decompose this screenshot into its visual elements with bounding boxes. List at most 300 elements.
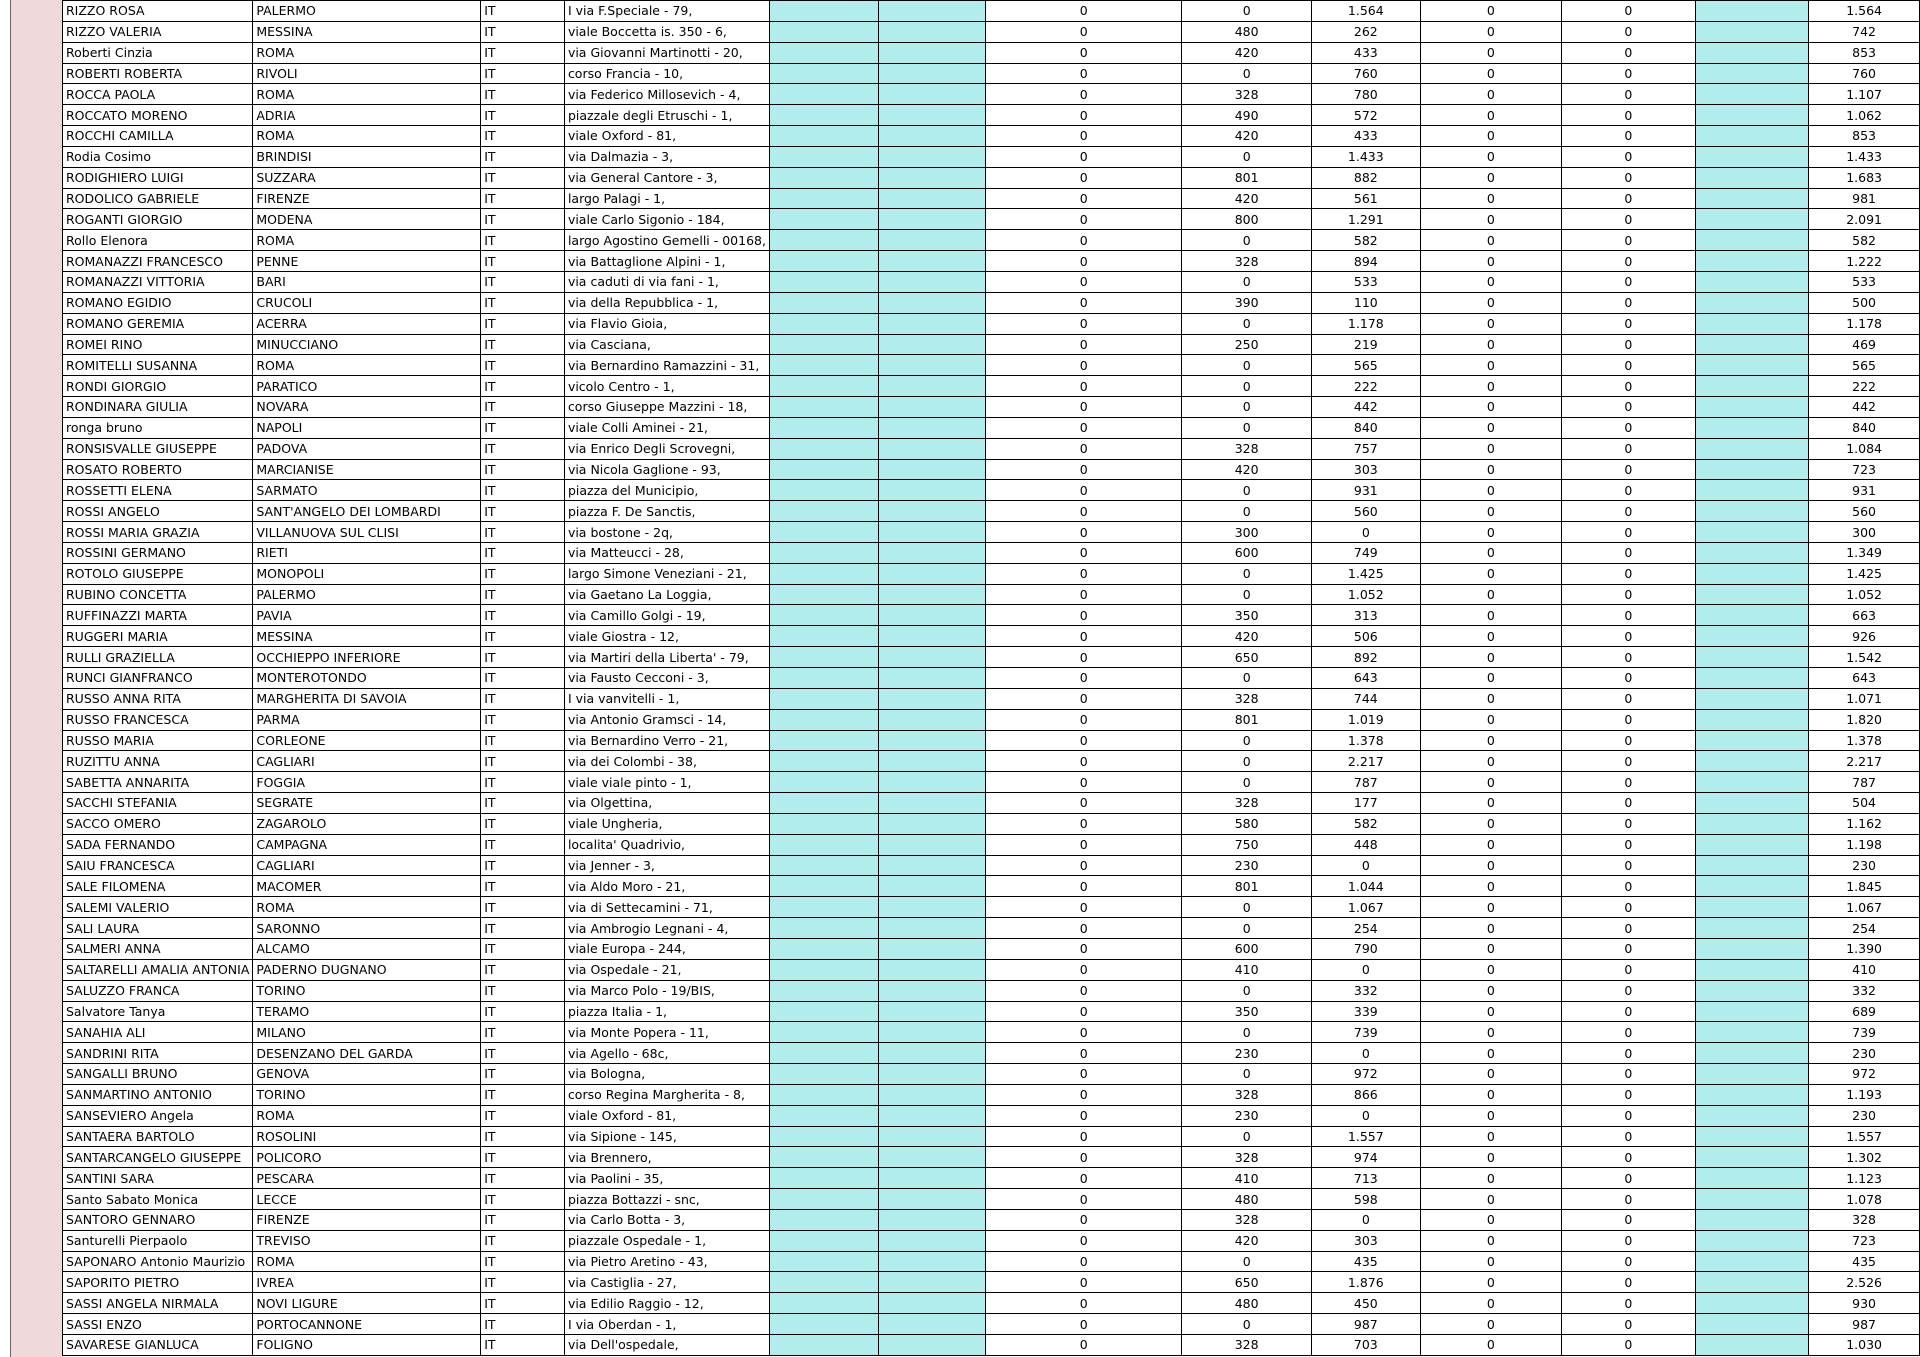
highlight-cell [878, 1147, 986, 1168]
cell-value-a: 0 [986, 1001, 1182, 1022]
cell-address: viale Europa - 244, [564, 938, 769, 959]
cell-total: 1.084 [1809, 438, 1920, 459]
highlight-cell [769, 855, 878, 876]
highlight-cell [878, 668, 986, 689]
cell-value-a: 0 [986, 730, 1182, 751]
cell-value-a: 0 [986, 1293, 1182, 1314]
cell-value-d: 0 [1420, 84, 1561, 105]
highlight-cell [878, 1126, 986, 1147]
cell-value-c: 1.067 [1311, 897, 1420, 918]
cell-value-c: 894 [1311, 251, 1420, 272]
highlight-cell [878, 563, 986, 584]
highlight-cell [878, 397, 986, 418]
table-row [63, 480, 1920, 501]
cell-city: DESENZANO DEL GARDA [253, 1043, 481, 1064]
highlight-cell [1695, 501, 1809, 522]
cell-country: IT [481, 605, 565, 626]
table-row [63, 542, 1920, 563]
cell-name: SACCO OMERO [63, 813, 253, 834]
cell-address: via Bologna, [564, 1064, 769, 1085]
cell-city: PARMA [253, 709, 481, 730]
cell-value-a: 0 [986, 647, 1182, 668]
table-row [63, 730, 1920, 751]
cell-country: IT [481, 834, 565, 855]
cell-address: via Gaetano La Loggia, [564, 584, 769, 605]
cell-city: MONOPOLI [253, 563, 481, 584]
cell-city: SUZZARA [253, 167, 481, 188]
cell-country: IT [481, 1335, 565, 1356]
highlight-cell [878, 1230, 986, 1251]
cell-city: TREVISO [253, 1230, 481, 1251]
cell-total: 1.162 [1809, 813, 1920, 834]
cell-total: 840 [1809, 417, 1920, 438]
cell-value-a: 0 [986, 501, 1182, 522]
cell-country: IT [481, 146, 565, 167]
cell-name: ROMANAZZI FRANCESCO [63, 251, 253, 272]
table-row [63, 501, 1920, 522]
cell-value-b: 0 [1182, 313, 1312, 334]
highlight-cell [769, 271, 878, 292]
cell-value-c: 1.052 [1311, 584, 1420, 605]
cell-value-a: 0 [986, 126, 1182, 147]
cell-name: SADA FERNANDO [63, 834, 253, 855]
highlight-cell [1695, 167, 1809, 188]
table-row [63, 1084, 1920, 1105]
table-row [63, 167, 1920, 188]
highlight-cell [1695, 626, 1809, 647]
cell-value-b: 580 [1182, 813, 1312, 834]
cell-value-b: 230 [1182, 1105, 1312, 1126]
cell-name: SANAHIA ALI [63, 1022, 253, 1043]
cell-value-e: 0 [1562, 584, 1696, 605]
highlight-cell [769, 63, 878, 84]
cell-country: IT [481, 313, 565, 334]
cell-city: ROMA [253, 1251, 481, 1272]
cell-value-b: 0 [1182, 355, 1312, 376]
highlight-cell [878, 959, 986, 980]
cell-total: 328 [1809, 1209, 1920, 1230]
highlight-cell [1695, 334, 1809, 355]
cell-value-c: 0 [1311, 1105, 1420, 1126]
cell-value-d: 0 [1420, 813, 1561, 834]
cell-value-a: 0 [986, 938, 1182, 959]
table-body [63, 1, 1920, 1356]
highlight-cell [769, 1064, 878, 1085]
cell-city: SEGRATE [253, 793, 481, 814]
cell-total: 582 [1809, 230, 1920, 251]
highlight-cell [1695, 146, 1809, 167]
cell-total: 230 [1809, 1105, 1920, 1126]
cell-city: CAGLIARI [253, 855, 481, 876]
cell-value-d: 0 [1420, 209, 1561, 230]
cell-country: IT [481, 938, 565, 959]
cell-address: via Carlo Botta - 3, [564, 1209, 769, 1230]
cell-value-e: 0 [1562, 334, 1696, 355]
highlight-cell [878, 897, 986, 918]
cell-city: CORLEONE [253, 730, 481, 751]
cell-value-a: 0 [986, 1084, 1182, 1105]
cell-city: FIRENZE [253, 1209, 481, 1230]
highlight-cell [769, 542, 878, 563]
cell-city: TORINO [253, 1084, 481, 1105]
highlight-cell [1695, 1230, 1809, 1251]
highlight-cell [769, 959, 878, 980]
cell-total: 1.030 [1809, 1335, 1920, 1356]
cell-country: IT [481, 1251, 565, 1272]
cell-total: 1.123 [1809, 1168, 1920, 1189]
cell-country: IT [481, 1230, 565, 1251]
highlight-cell [878, 42, 986, 63]
cell-value-a: 0 [986, 855, 1182, 876]
cell-total: 643 [1809, 668, 1920, 689]
highlight-cell [769, 1168, 878, 1189]
cell-city: POLICORO [253, 1147, 481, 1168]
cell-value-d: 0 [1420, 938, 1561, 959]
cell-name: SAPORITO PIETRO [63, 1272, 253, 1293]
cell-value-a: 0 [986, 334, 1182, 355]
cell-city: CAMPAGNA [253, 834, 481, 855]
cell-value-a: 0 [986, 1105, 1182, 1126]
cell-total: 1.378 [1809, 730, 1920, 751]
cell-value-a: 0 [986, 626, 1182, 647]
highlight-cell [769, 1084, 878, 1105]
highlight-cell [769, 1189, 878, 1210]
highlight-cell [878, 1293, 986, 1314]
cell-country: IT [481, 1314, 565, 1335]
cell-total: 2.526 [1809, 1272, 1920, 1293]
cell-value-b: 0 [1182, 772, 1312, 793]
cell-total: 332 [1809, 980, 1920, 1001]
highlight-cell [769, 355, 878, 376]
highlight-cell [769, 438, 878, 459]
highlight-cell [878, 313, 986, 334]
cell-address: largo Palagi - 1, [564, 188, 769, 209]
table-row [63, 42, 1920, 63]
cell-value-e: 0 [1562, 772, 1696, 793]
table-row [63, 563, 1920, 584]
highlight-cell [769, 1230, 878, 1251]
cell-address: via di Settecamini - 71, [564, 897, 769, 918]
highlight-cell [769, 876, 878, 897]
cell-city: ADRIA [253, 105, 481, 126]
cell-country: IT [481, 417, 565, 438]
cell-name: RIZZO ROSA [63, 1, 253, 22]
cell-value-e: 0 [1562, 1230, 1696, 1251]
cell-value-c: 1.557 [1311, 1126, 1420, 1147]
cell-city: PALERMO [253, 1, 481, 22]
cell-total: 1.390 [1809, 938, 1920, 959]
cell-value-e: 0 [1562, 918, 1696, 939]
cell-country: IT [481, 438, 565, 459]
cell-value-d: 0 [1420, 730, 1561, 751]
cell-value-a: 0 [986, 1064, 1182, 1085]
cell-country: IT [481, 459, 565, 480]
cell-name: SALI LAURA [63, 918, 253, 939]
cell-value-d: 0 [1420, 1084, 1561, 1105]
cell-address: via Bernardino Ramazzini - 31, [564, 355, 769, 376]
highlight-cell [878, 292, 986, 313]
cell-value-d: 0 [1420, 542, 1561, 563]
cell-value-a: 0 [986, 84, 1182, 105]
highlight-cell [1695, 480, 1809, 501]
cell-address: viale Colli Aminei - 21, [564, 417, 769, 438]
cell-country: IT [481, 542, 565, 563]
row-header-band [10, 0, 63, 1357]
cell-value-d: 0 [1420, 334, 1561, 355]
cell-total: 1.067 [1809, 897, 1920, 918]
highlight-cell [878, 709, 986, 730]
cell-value-e: 0 [1562, 126, 1696, 147]
highlight-cell [769, 668, 878, 689]
highlight-cell [878, 417, 986, 438]
highlight-cell [769, 688, 878, 709]
table-row [63, 1251, 1920, 1272]
highlight-cell [1695, 542, 1809, 563]
highlight-cell [878, 813, 986, 834]
cell-value-e: 0 [1562, 563, 1696, 584]
highlight-cell [769, 793, 878, 814]
cell-value-b: 600 [1182, 938, 1312, 959]
highlight-cell [769, 230, 878, 251]
cell-name: RODIGHIERO LUIGI [63, 167, 253, 188]
cell-value-c: 506 [1311, 626, 1420, 647]
cell-name: SANTINI SARA [63, 1168, 253, 1189]
cell-value-e: 0 [1562, 167, 1696, 188]
cell-total: 1.198 [1809, 834, 1920, 855]
highlight-cell [1695, 522, 1809, 543]
cell-value-b: 650 [1182, 1272, 1312, 1293]
cell-country: IT [481, 84, 565, 105]
cell-value-e: 0 [1562, 793, 1696, 814]
cell-value-c: 332 [1311, 980, 1420, 1001]
cell-value-b: 350 [1182, 1001, 1312, 1022]
cell-value-b: 0 [1182, 397, 1312, 418]
cell-country: IT [481, 1147, 565, 1168]
cell-total: 1.683 [1809, 167, 1920, 188]
cell-value-c: 1.019 [1311, 709, 1420, 730]
cell-address: viale Oxford - 81, [564, 126, 769, 147]
cell-name: SASSI ENZO [63, 1314, 253, 1335]
highlight-cell [1695, 251, 1809, 272]
cell-value-c: 1.044 [1311, 876, 1420, 897]
cell-value-c: 974 [1311, 1147, 1420, 1168]
cell-address: via Casciana, [564, 334, 769, 355]
cell-country: IT [481, 480, 565, 501]
highlight-cell [769, 501, 878, 522]
cell-value-d: 0 [1420, 1126, 1561, 1147]
cell-value-e: 0 [1562, 230, 1696, 251]
highlight-cell [878, 355, 986, 376]
cell-name: ROMANAZZI VITTORIA [63, 271, 253, 292]
cell-value-b: 0 [1182, 1126, 1312, 1147]
table-row [63, 1293, 1920, 1314]
cell-value-c: 0 [1311, 855, 1420, 876]
cell-value-c: 0 [1311, 522, 1420, 543]
cell-value-e: 0 [1562, 668, 1696, 689]
highlight-cell [769, 21, 878, 42]
cell-value-e: 0 [1562, 1314, 1696, 1335]
cell-total: 930 [1809, 1293, 1920, 1314]
table-row [63, 105, 1920, 126]
cell-value-e: 0 [1562, 959, 1696, 980]
highlight-cell [878, 1084, 986, 1105]
cell-value-a: 0 [986, 1126, 1182, 1147]
cell-address: largo Simone Veneziani - 21, [564, 563, 769, 584]
cell-value-d: 0 [1420, 459, 1561, 480]
highlight-cell [769, 146, 878, 167]
highlight-cell [1695, 105, 1809, 126]
cell-value-c: 840 [1311, 417, 1420, 438]
cell-value-d: 0 [1420, 1105, 1561, 1126]
cell-value-d: 0 [1420, 251, 1561, 272]
cell-value-e: 0 [1562, 313, 1696, 334]
cell-name: ROSSI MARIA GRAZIA [63, 522, 253, 543]
cell-value-d: 0 [1420, 1064, 1561, 1085]
cell-value-d: 0 [1420, 855, 1561, 876]
cell-value-e: 0 [1562, 1105, 1696, 1126]
table-row [63, 980, 1920, 1001]
cell-value-d: 0 [1420, 834, 1561, 855]
cell-value-c: 177 [1311, 793, 1420, 814]
cell-total: 469 [1809, 334, 1920, 355]
cell-value-a: 0 [986, 105, 1182, 126]
highlight-cell [1695, 1168, 1809, 1189]
highlight-cell [1695, 605, 1809, 626]
highlight-cell [1695, 459, 1809, 480]
cell-value-e: 0 [1562, 897, 1696, 918]
cell-address: via Brennero, [564, 1147, 769, 1168]
highlight-cell [1695, 1084, 1809, 1105]
cell-address: via Agello - 68c, [564, 1043, 769, 1064]
cell-country: IT [481, 230, 565, 251]
cell-value-b: 350 [1182, 605, 1312, 626]
cell-value-d: 0 [1420, 417, 1561, 438]
cell-country: IT [481, 188, 565, 209]
cell-country: IT [481, 1043, 565, 1064]
highlight-cell [878, 376, 986, 397]
cell-city: TERAMO [253, 1001, 481, 1022]
cell-total: 1.222 [1809, 251, 1920, 272]
cell-value-e: 0 [1562, 459, 1696, 480]
highlight-cell [878, 793, 986, 814]
cell-name: Santo Sabato Monica [63, 1189, 253, 1210]
cell-value-e: 0 [1562, 1189, 1696, 1210]
highlight-cell [878, 980, 986, 1001]
cell-total: 787 [1809, 772, 1920, 793]
table-row [63, 1189, 1920, 1210]
cell-value-a: 0 [986, 355, 1182, 376]
cell-city: ROMA [253, 1105, 481, 1126]
highlight-cell [1695, 959, 1809, 980]
highlight-cell [878, 1022, 986, 1043]
cell-value-b: 800 [1182, 209, 1312, 230]
cell-value-b: 328 [1182, 438, 1312, 459]
cell-name: ROMANO GEREMIA [63, 313, 253, 334]
highlight-cell [769, 813, 878, 834]
cell-name: ROMITELLI SUSANNA [63, 355, 253, 376]
cell-value-e: 0 [1562, 980, 1696, 1001]
cell-value-c: 892 [1311, 647, 1420, 668]
cell-value-e: 0 [1562, 438, 1696, 459]
cell-value-b: 0 [1182, 63, 1312, 84]
table-row [63, 1001, 1920, 1022]
cell-country: IT [481, 501, 565, 522]
cell-value-a: 0 [986, 751, 1182, 772]
cell-value-b: 480 [1182, 21, 1312, 42]
cell-name: SANSEVIERO Angela [63, 1105, 253, 1126]
cell-total: 760 [1809, 63, 1920, 84]
cell-country: IT [481, 209, 565, 230]
cell-country: IT [481, 918, 565, 939]
cell-value-d: 0 [1420, 230, 1561, 251]
highlight-cell [769, 1022, 878, 1043]
cell-total: 254 [1809, 918, 1920, 939]
cell-name: ROGANTI GIORGIO [63, 209, 253, 230]
highlight-cell [1695, 668, 1809, 689]
cell-address: vicolo Centro - 1, [564, 376, 769, 397]
cell-country: IT [481, 855, 565, 876]
cell-address: viale Ungheria, [564, 813, 769, 834]
highlight-cell [1695, 938, 1809, 959]
cell-country: IT [481, 876, 565, 897]
cell-address: piazzale Ospedale - 1, [564, 1230, 769, 1251]
cell-name: SANMARTINO ANTONIO [63, 1084, 253, 1105]
cell-value-e: 0 [1562, 1335, 1696, 1356]
cell-country: IT [481, 42, 565, 63]
cell-city: MACOMER [253, 876, 481, 897]
highlight-cell [769, 480, 878, 501]
highlight-cell [1695, 1147, 1809, 1168]
cell-total: 2.091 [1809, 209, 1920, 230]
cell-value-a: 0 [986, 397, 1182, 418]
highlight-cell [1695, 42, 1809, 63]
cell-address: via Giovanni Martinotti - 20, [564, 42, 769, 63]
cell-value-a: 0 [986, 522, 1182, 543]
cell-name: SAVARESE GIANLUCA [63, 1335, 253, 1356]
cell-city: ROMA [253, 42, 481, 63]
cell-value-e: 0 [1562, 376, 1696, 397]
table-row [63, 1022, 1920, 1043]
cell-address: via Jenner - 3, [564, 855, 769, 876]
cell-value-c: 1.425 [1311, 563, 1420, 584]
cell-value-c: 1.178 [1311, 313, 1420, 334]
cell-name: RUBINO CONCETTA [63, 584, 253, 605]
cell-value-e: 0 [1562, 105, 1696, 126]
cell-total: 1.349 [1809, 542, 1920, 563]
cell-name: Rollo Elenora [63, 230, 253, 251]
cell-value-a: 0 [986, 876, 1182, 897]
table-row [63, 584, 1920, 605]
cell-total: 222 [1809, 376, 1920, 397]
table-row [63, 334, 1920, 355]
cell-value-a: 0 [986, 146, 1182, 167]
highlight-cell [1695, 1251, 1809, 1272]
cell-value-e: 0 [1562, 209, 1696, 230]
cell-city: VILLANUOVA SUL CLISI [253, 522, 481, 543]
cell-address: via Flavio Gioia, [564, 313, 769, 334]
highlight-cell [769, 980, 878, 1001]
highlight-cell [878, 542, 986, 563]
table-row [63, 146, 1920, 167]
cell-value-a: 0 [986, 417, 1182, 438]
cell-name: RUSSO MARIA [63, 730, 253, 751]
cell-value-e: 0 [1562, 647, 1696, 668]
cell-address: via Pietro Aretino - 43, [564, 1251, 769, 1272]
cell-country: IT [481, 105, 565, 126]
cell-value-a: 0 [986, 438, 1182, 459]
cell-country: IT [481, 1168, 565, 1189]
highlight-cell [878, 938, 986, 959]
